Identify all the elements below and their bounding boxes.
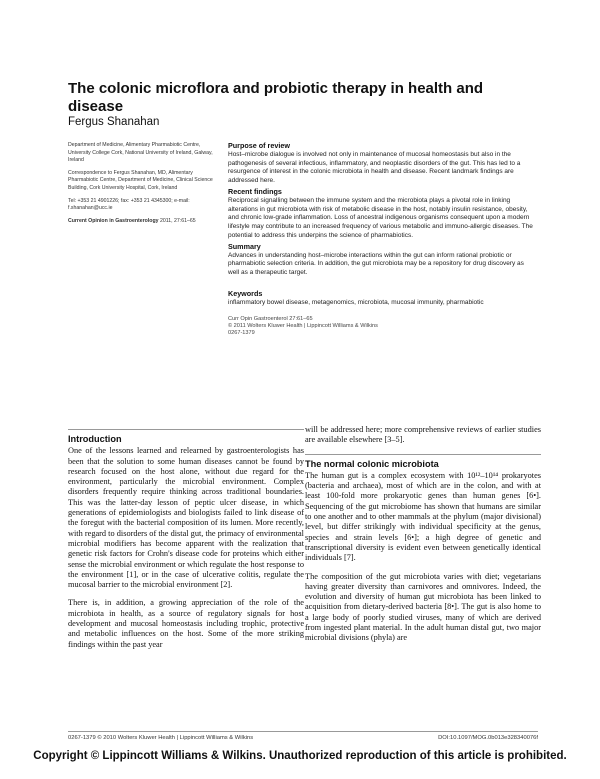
author-name: Fergus Shanahan [68,116,160,128]
introduction-paragraph-1: One of the lessons learned and relearned by gastroenterologists has been that the solution to some human diseases cannot be found by research focused on the host alone, without due regard for the environment, particularly the microbial environment. Complex disorders frequently require thinking across traditional boundaries. This was the latter-day lesson of peptic ulcer disease, in which generations of epidemiologists and biologists failed to link disease of the foregut with the bacterial composition of its lumen. More recently, with regard to disorders of the distal gut, the primacy of environmental microbial modifiers has become apparent with the realization that genetic risk factors for Crohn's disease code for proteins which either sense the microbial environment or which regulate the host response to the environment [1], or in the case of ulcerative colitis, regulate the mucosal barrier to the microbial environment [2]. [68,446,304,590]
keywords-heading: Keywords [228,288,263,298]
body-column-left [68,425,304,658]
purpose-text: Host–microbe dialogue is involved not only in maintenance of mucosal homeostasis but also in the pathogenesis of several infectious, inflammatory, and neoplastic disorders of the gut. This has led to a resurgence of interest in the colonic microbiota in health and disease. Recent landmark findings are addressed here. [228,150,521,185]
copyright-banner: Copyright © Lippincott Williams & Wilkins. Unauthorized reproduction of this article is prohibited. [33,750,567,762]
summary-heading: Summary [228,241,261,251]
curr-cite: Curr Opin Gastroenterol 27:61–65 [228,315,313,322]
article-title: The colonic microflora and probiotic therapy in health and disease [68,80,484,115]
citation-details: 2011, 27:61–65 [158,217,196,224]
continued-paragraph: will be addressed here; more comprehensive reviews of earlier studies are available elsewhere [3–5]. [305,425,541,445]
microbiota-paragraph-1: The human gut is a complex ecosystem with 10¹²–10¹⁴ prokaryotes (bacteria and archaea), most of which are in the colon, and with at least 100-fold more prokaryotic genes than human genes [6•]. Sequencing of the gut microbiome has shown that humans are similar to one another and to other mammals at the phylum (major divisional) level, but differ strikingly with individual specificity at the genus, species and strain levels [6•]; a high degree of genetic and transcriptional diversity is evident even between genetically identical individuals [7]. [305,470,541,563]
abstract [228,142,536,338]
microbiota-paragraph-2: The composition of the gut microbiota varies with diet; vegetarians having greater diversity than carnivores and omnivores. Indeed, the evolution and diversity of human gut microbiota has been linked to acquisition from dietary-derived bacteria [8•]. The gut is also home to a large body of poorly studied viruses, many of which are derived from ingested plant material. In the adult human distal gut, two major microbial divisions (phyla) are [305,571,541,643]
curr-issn: 0267-1379 [228,330,255,337]
affiliation-block [68,142,218,230]
purpose-heading: Purpose of review [228,141,290,150]
journal-citation-block [228,316,536,338]
findings-heading: Recent findings [228,186,282,196]
introduction-heading: Introduction [68,429,304,444]
affiliation: Department of Medicine, Alimentary Pharmabiotic Centre, University College Cork, National University of Ireland, Galway, Ireland [68,142,213,164]
introduction-paragraph-2: There is, in addition, a growing appreciation of the role of the microbiota in health, as a source of regulatory signals for host development and mucosal homeostasis including trophic, protective and metabolic influences on the host. Some of the more striking findings within the past year [68,598,304,649]
correspondence: Correspondence to Fergus Shanahan, MD, Alimentary Pharmabiotic Centre, Department of Medicine, Clinical Science Building, Cork University Hospital, Cork, Ireland [68,169,213,191]
footer-issn: 0267-1379 © 2010 Wolters Kluwer Health | Lippincott Williams & Wilkins [68,735,254,741]
findings-text: Reciprocal signalling between the immune system and the microbiota plays a pivotal role in linking alterations in gut microbiota with risk of metabolic disease in the host, notably insulin resistance, obesity, and chronic low-grade inflammation. Loss of ancestral indigenous organisms consequent upon a modern lifestyle may contribute to an increased frequency of various metabolic and immuno-allergic diseases. The potential to address this underpins the science of pharmabiotics. [228,196,533,239]
keywords-text: inflammatory bowel disease, metagenomics, microbiota, mucosal immunity, pharmabiotic [228,298,484,306]
body-column-right [305,425,541,652]
microbiota-heading: The normal colonic microbiota [305,454,541,469]
curr-copyright: © 2011 Wolters Kluwer Health | Lippincott Williams & Wilkins [228,322,378,329]
contact-info: Tel: +353 21 4901226; fax: +353 21 4345300; e-mail: f.shanahan@ucc.ie [68,197,190,212]
footer-divider [68,731,538,732]
footer-doi: DOI:10.1097/MOG.0b013e328340076f [438,735,538,741]
summary-text: Advances in understanding host–microbe interactions within the gut can inform rational probiotic or pharmabiotic selection criteria. In addition, the gut microbiota may be a repository for drug discovery as well as a therapeutic target. [228,251,524,277]
keywords-block [228,290,536,308]
citation [68,218,218,226]
citation-journal: Current Opinion in Gastroenterology [68,217,159,224]
